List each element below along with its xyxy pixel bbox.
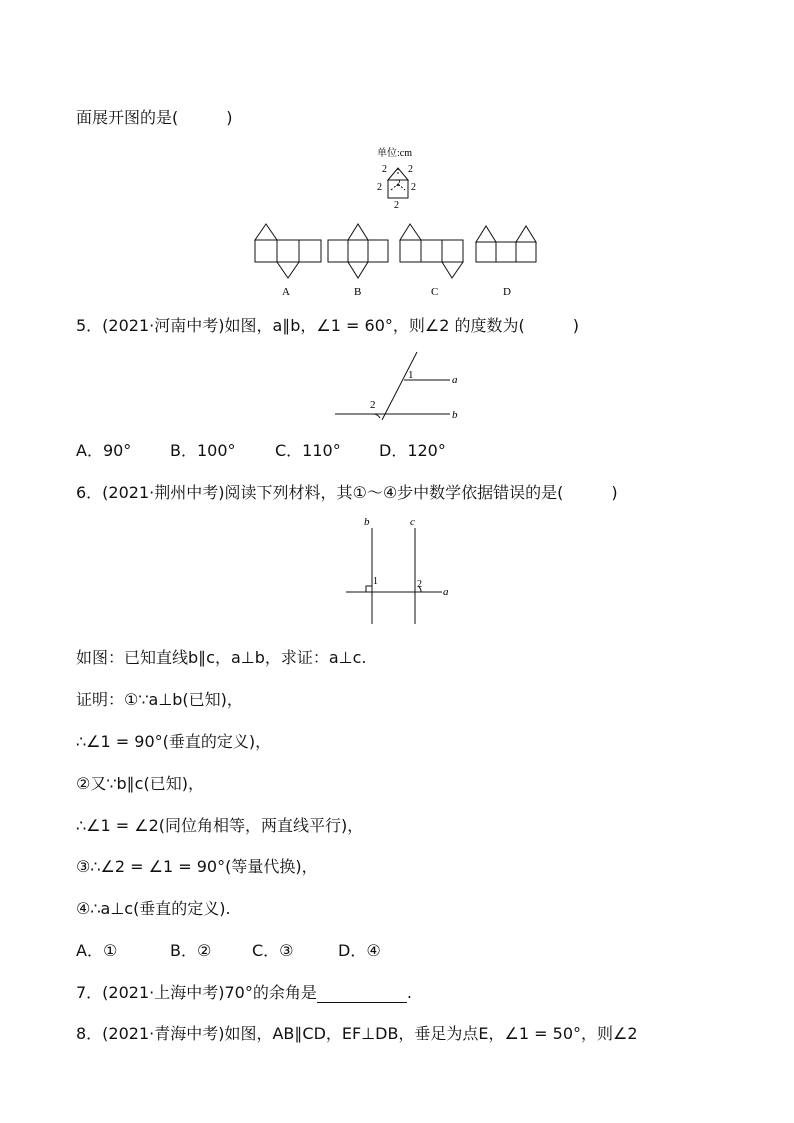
q6-stem: 6．(2021·荆州中考)阅读下列材料，其①～④步中数学依据错误的是( ) [76,483,618,502]
q5-option-d: D．120° [379,441,446,460]
option-c-label: C [431,286,439,298]
q6-option-c: C．③ [252,941,294,960]
dim-2: 2 [408,164,413,175]
q6-line-b: b [364,516,370,528]
q6-line-a: a [443,586,449,598]
q6-line-5: ∴∠1 = ∠2(同位角相等，两直线平行)， [76,816,364,835]
q6-line-7: ④∴a⊥c(垂直的定义). [76,899,231,918]
dim-1: 2 [382,164,387,175]
q5-angle-1: 1 [408,369,414,381]
net-c [400,224,463,278]
unit-label: 单位:cm [377,148,412,159]
q7-answer-blank[interactable] [317,986,407,1003]
q5-line-a: a [452,374,458,386]
q8-stem: 8．(2021·青海中考)如图，AB∥CD，EF⊥DB，垂足为点E，∠1 = 50°，则∠2 [76,1024,638,1043]
q5-angle-2: 2 [370,399,376,411]
option-a-label: A [282,286,290,298]
dim-3: 2 [377,182,382,193]
q6-option-a: A．① [76,941,118,960]
q6-option-d: D．④ [338,941,381,960]
q6-option-b: B．② [170,941,212,960]
q6-line-1: 如图：已知直线b∥c，a⊥b，求证：a⊥c. [76,648,367,667]
q7-stem-text: 7．(2021·上海中考)70°的余角是 [76,983,317,1002]
q5-figure [332,348,467,423]
q5-option-a: A．90° [76,441,132,460]
q6-line-4: ②又∵b∥c(已知)， [76,774,204,793]
q6-angle-2: 2 [417,579,422,590]
q6-line-6: ③∴∠2 = ∠1 = 90°(等量代换)， [76,857,318,876]
q5-line-b: b [452,409,458,421]
q5-option-b: B．100° [170,441,236,460]
q7-stem [76,983,412,1003]
net-d [476,226,536,262]
net-b [328,224,388,278]
dim-4: 2 [411,182,416,193]
net-a [255,224,321,278]
q6-line-2: 证明：①∵a⊥b(已知)， [76,690,243,709]
q7-stem-end: . [406,983,412,1002]
q6-angle-1: 1 [373,576,378,587]
q5-stem: 5．(2021·河南中考)如图，a∥b，∠1 = 60°，则∠2 的度数为( ) [76,316,579,335]
dim-6: 2 [394,200,399,211]
q6-line-3: ∴∠1 = 90°(垂直的定义)， [76,732,272,751]
dim-5: 2 [396,178,401,188]
q4-stem-tail: 面展开图的是( ) [76,108,233,127]
q6-figure [342,514,457,629]
q5-option-c: C．110° [275,441,341,460]
option-b-label: B [354,286,362,298]
q5-options [76,441,446,461]
q6-options [76,941,381,961]
option-d-label: D [503,286,511,298]
q4-figure [250,144,540,304]
q6-line-c: c [410,516,415,528]
